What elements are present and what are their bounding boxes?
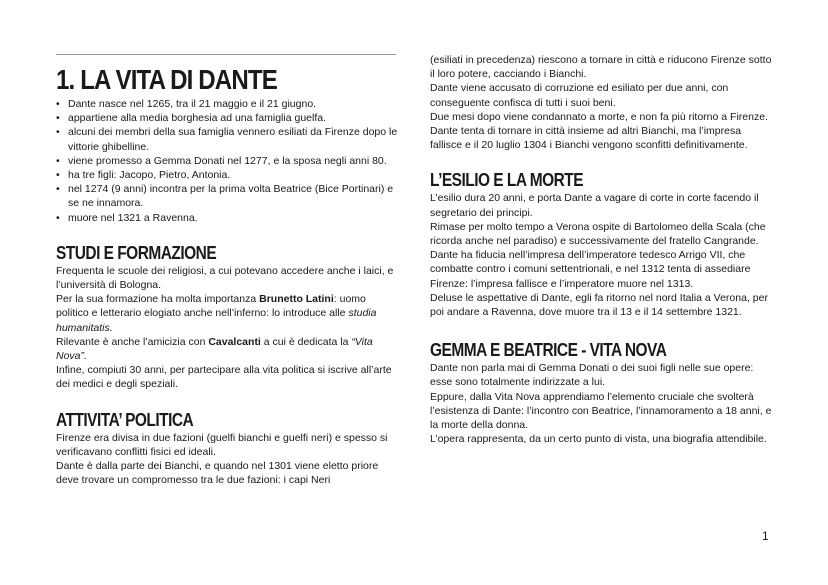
esilio-paragraph-1: L’esilio dura 20 anni, e porta Dante a vagare di corte in corte facendo il segretario dei principi. — [430, 192, 759, 219]
esilio-heading: L’ESILIO E LA MORTE — [430, 170, 584, 191]
politica-heading: ATTIVITA’ POLITICA — [56, 409, 194, 430]
esilio-paragraph-3: Dante ha fiducia nell’impresa dell’imperatore tedesco Arrigo VII, che combatte contro i comuni settentrionali, e nel 1312 tenta di assediare Firenze: l’impresa fallisce e l’imperatore muore nel 1313. — [430, 249, 751, 290]
studia-humanitatis-term: studia humanitatis. — [56, 307, 377, 334]
studi-p3-text-cont: a cui è dedicata la — [260, 335, 352, 348]
gemma-paragraph-3: L’opera rappresenta, da un certo punto di vista, una biografia attendibile. — [430, 433, 767, 446]
studi-paragraph-3 — [56, 335, 398, 363]
politica-paragraph-3: (esiliati in precedenza) riescono a tornare in città e riducono Firenze sotto il loro potere, cacciando i Bianchi. — [430, 54, 772, 81]
gemma-paragraph-1: Dante non parla mai di Gemma Donati o dei suoi figli nelle sue opere: esse sono totalmente indirizzate a lui. — [430, 362, 754, 389]
page-number: 1 — [762, 529, 769, 543]
bullet-item: • ha tre figli: Jacopo, Pietro, Antonia. — [56, 168, 398, 182]
studi-heading: STUDI E FORMAZIONE — [56, 242, 217, 263]
page-title: 1. LA VITA DI DANTE — [56, 64, 277, 95]
politica-paragraph-1: Firenze era divisa in due fazioni (guelfi bianchi e guelfi neri) e spesso si verificavano conflitti fisici ed ideali. — [56, 431, 388, 458]
bullet-item: • Dante nasce nel 1265, tra il 21 maggio e il 21 giugno. — [56, 97, 398, 111]
studi-paragraph-1: Frequenta le scuole dei religiosi, a cui potevano accedere anche i laici, e l’università di Bologna. — [56, 264, 394, 292]
gemma-beatrice-heading: GEMMA E BEATRICE - VITA NOVA — [430, 340, 667, 361]
politica-paragraph-2: Dante è dalla parte dei Bianchi, e quando nel 1301 viene eletto priore deve trovare un compromesso tra le due fazioni: i capi Neri — [56, 460, 379, 487]
right-column — [430, 53, 775, 446]
politica-paragraph-6: Dante tenta di tornare in città insieme ad altri Bianchi, ma l’impresa fallisce e il 20 luglio 1304 i Bianchi vengono sconfitti definitivamente. — [430, 125, 748, 152]
bullet-item: • muore nel 1321 a Ravenna. — [56, 211, 398, 225]
politica-paragraph-4: Dante viene accusato di corruzione ed esiliato per due anni, con conseguente confisca di tutti i suoi beni. — [430, 82, 729, 109]
cavalcanti-name: Cavalcanti — [208, 335, 261, 348]
top-divider — [56, 54, 396, 55]
brunetto-latini-name: Brunetto Latini — [259, 293, 334, 306]
bullet-item: • alcuni dei membri della sua famiglia vennero esiliati da Firenze dopo le vittorie ghibelline. — [56, 125, 398, 153]
esilio-paragraph-4: Deluse le aspettative di Dante, egli fa ritorno nel nord Italia a Verona, per poi andare a Ravenna, dove muore tra il 13 e il 14 settembre 1321. — [430, 291, 768, 319]
politica-paragraph-5: Due mesi dopo viene condannato a morte, e non fa più ritorno a Firenze. — [430, 110, 768, 123]
gemma-paragraph-2: Eppure, dalla Vita Nova apprendiamo l’elemento cruciale che svolterà l’esistenza di Dante: l’incontro con Beatrice, l’innamoramento a 18 anni, e la morte della donna. — [430, 390, 772, 432]
studi-p2-text: Per la sua formazione ha molta importanza — [56, 293, 260, 306]
bullet-item: • viene promesso a Gemma Donati nel 1277, e la sposa negli anni 80. — [56, 154, 398, 168]
bullet-item: • appartiene alla media borghesia ad una famiglia guelfa. — [56, 111, 398, 125]
vita-nova-title: “Vita Nova”. — [56, 335, 373, 363]
esilio-paragraph-2: Rimase per molto tempo a Verona ospite di Bartolomeo della Scala (che ricorda anche nel paradiso) e successivamente del fratello Cangrande. — [430, 220, 766, 248]
studi-paragraph-4: Infine, compiuti 30 anni, per partecipare alla vita politica si iscrive all’arte dei medici e degli speziali. — [56, 364, 392, 391]
left-column — [56, 64, 398, 487]
studi-paragraph-2 — [56, 292, 398, 335]
studi-p2-text-cont: : uomo politico e letterario elogiato anche nell’inferno: lo introduce alle — [56, 293, 366, 320]
studi-p3-text: Rilevante è anche l’amicizia con — [56, 335, 209, 348]
intro-bullet-list — [56, 97, 398, 225]
bullet-item: • nel 1274 (9 anni) incontra per la prima volta Beatrice (Bice Portinari) e se ne innamora. — [56, 182, 398, 210]
